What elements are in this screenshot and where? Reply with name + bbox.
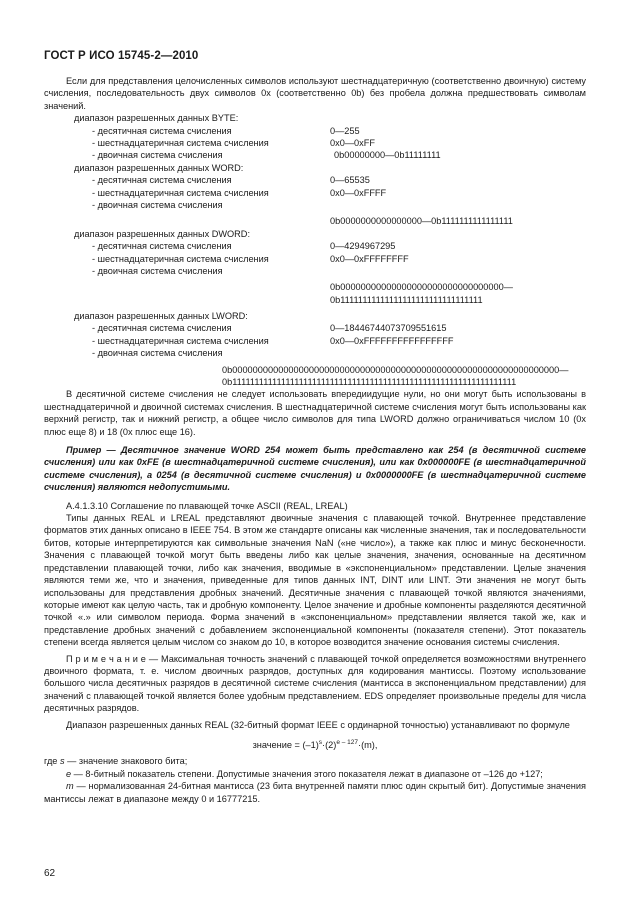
binary-value: 0b11111111111111111111111111111111 [330,294,483,305]
section-title: A.4.1.3.10 Соглашение по плавающей точке ASCII (REAL, LREAL) [66,500,348,511]
binary-value: 0b00000000000000000000000000000000— [330,282,513,293]
range-title-lword: диапазон разрешенных данных LWORD: [74,311,248,322]
range-title-word: диапазон разрешенных данных WORD: [74,162,244,173]
where-s: где s — значение знакового бита; [44,756,188,767]
range-title-dword: диапазон разрешенных данных DWORD: [74,228,250,239]
range-row: - десятичная система счисления 0—18446744073709551615 [92,323,447,334]
page-number: 62 [44,868,56,879]
range-row: - шестнадцатеричная система счисления 0x0—0xFFFFFFFF [92,253,409,264]
formula: значение = $(-1)^s\cdot(2)^{e - 127}\cdot(m)$, [252,738,378,751]
range-row: - десятичная система счисления 0—255 [92,125,360,136]
example-paragraph: Пример — Десятичное значение WORD 254 может быть представлено как 254 (в десятичной системе счисления) или как 0xFE (в шестнадцатеричной системе счисления), или как 0x000000FE (в шестнадцатеричной системе счисления), а 0254 (в десятичной системе счисления) и 0x0000000FE (в шестнадцатеричной системе счисления) являются недопустимыми. [44,445,586,493]
binary-value: 0b0000000000000000—0b1111111111111111 [330,216,513,227]
real-range-paragraph: Диапазон разрешенных данных REAL (32-битный формат IEEE с ординарной точностью) устанавливают по формуле [66,719,570,730]
range-row: - двоичная система счисления [92,199,223,210]
range-row: - десятичная система счисления 0—4294967295 [92,241,396,252]
decimal-note-paragraph: В десятичной системе счисления не следует использовать впередиидущие нули, но они могут быть использованы в шестнадцатеричной и двоичной системах счисления. В шестнадцатеричной системе счисления могут быть использованы как верхний регистр, так и нижний регистр, а общее число символов для типа LWORD должно ограничиваться числом 10 (0x плюс еще 8) и 18 (0x плюс еще 16). [44,389,586,437]
page-content [44,75,586,805]
range-row: - двоичная система счисления [92,265,223,276]
binary-value: 0b1111111111111111111111111111111111111111111111111111111111111111 [222,377,517,388]
range-row: - двоичная система счисления [92,348,223,359]
where-e: e — 8-битный показатель степени. Допустимые значения этого показателя лежат в диапазоне от –126 до +127; [66,768,543,779]
range-row: - десятичная система счисления 0—65535 [92,175,370,186]
binary-value: 0b0000000000000000000000000000000000000000000000000000000000000000— [222,364,569,375]
where-m: m — нормализованная 24-битная мантисса (23 бита внутренней памяти плюс один скрытый бит). Допустимые значения мантиссы лежат в диапазоне между 0 и 16777215. [44,781,586,804]
section-body-paragraph: Типы данных REAL и LREAL представляют двоичные значения с плавающей точкой. Внутреннее представление форматов этих данных описано в IEEE 754. В этом же стандарте описаны как численные значения, так и последовательности битов, которые интерпретируются как символьные значения NaN («не число»), а также как плюс и минус бесконечности. Значения с плавающей точкой могут быть введены либо как целые значения, значения, основанные на десятичном представлении плавающей точки, либо как значения, вводимые в «экспоненциальном» представлении. Целые значения являются теми же, что и значения, приведенные для типов данных INT, DINT или LINT. Эти значения не могут быть использованы для представления дробных значений. Десятичные значения с плавающей точкой являются значениями, которые имеют как целую часть, так и дробную компоненту. Целое значение и дробные компоненты разделяются десятичной точкой «.» или символом периода. Форма значений в «экспоненциальном» представлении является такой же, как и представление дробных значений с добавлением экспоненциальной компоненты (показателя степени). Этот показатель степени всегда является целым числом со знаком до 10, в которое возводится значение основания системы счисления. [44,513,586,648]
note-paragraph: П р и м е ч а н и е — Максимальная точность значений с плавающей точкой определяется возможностями внутреннего двоичного формата, т. е. числом двоичных разрядов, доступных для кодирования мантиссы. Поэтому использование большого числа десятичных разрядов в десятичной системе счисления (мантисса в экспоненциальном представлении) для значений с плавающей точкой является более удобным представлением. EDS определяет произвольные пределы для числа десятичных разрядов. [44,653,586,714]
range-row: - двоичная система счисления 0b00000000—0b11111111 [92,150,441,161]
range-row: - шестнадцатеричная система счисления 0x0—0xFFFFFFFFFFFFFFFF [92,335,454,346]
intro-paragraph: Если для представления целочисленных символов используют шестнадцатеричную (соответственно двоичную) систему счисления, последовательность двух символов 0x (соответственно 0b) без пробела должна предшествовать символам значений. [44,76,586,111]
range-row: - шестнадцатеричная система счисления 0x0—0xFF [92,138,375,148]
range-row: - шестнадцатеричная система счисления 0x0—0xFFFF [92,187,387,198]
range-title-byte: диапазон разрешенных данных BYTE: [74,113,239,124]
page-header: ГОСТ Р ИСО 15745-2—2010 [44,50,199,62]
